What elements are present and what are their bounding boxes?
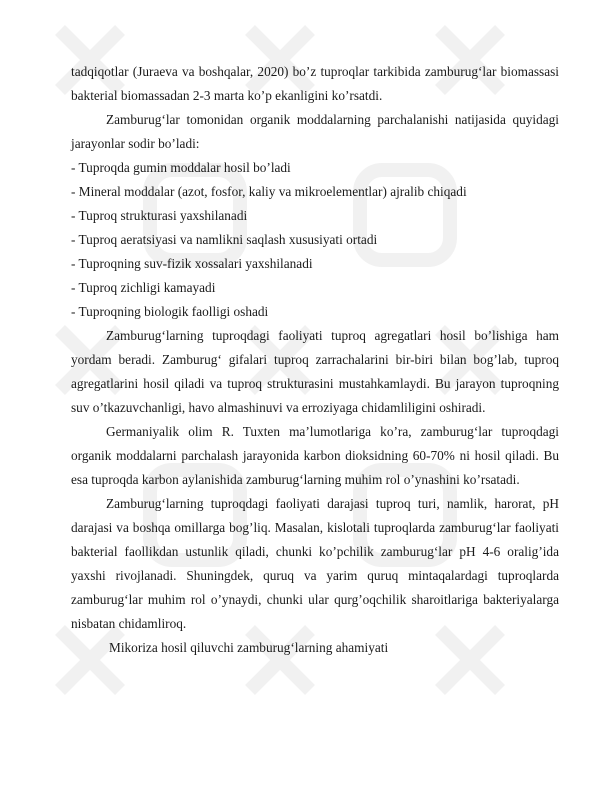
list-item: - Tuproqning suv-fizik xossalari yaxshilanadi: [71, 256, 313, 271]
paragraph-2: Zamburug‘lar tomonidan organik moddalarning parchalanishi natijasida quyidagi jarayonlar sodir bo’ladi:: [71, 112, 559, 151]
paragraph-3: Zamburug‘larning tuproqdagi faoliyati tuproq agregatlari hosil bo’lishiga ham yordam beradi. Zamburug‘ gifalari tuproq zarrachalarini bir-biri bilan bog’lab, tuproq agregatlarini hosil qiladi va tuproq strukturasini mustahkamlaydi. Bu jarayon tuproqning suv o’tkazuvchanligi, havo almashinuvi va erroziyaga chidamliligini oshiradi.: [71, 328, 559, 415]
list-item: - Tuproq aeratsiyasi va namlikni saqlash xususiyati ortadi: [71, 232, 378, 247]
paragraph-1: tadqiqotlar (Juraeva va boshqalar, 2020) bo’z tuproqlar tarkibida zamburug‘lar biomassasi bakterial biomassadan 2-3 marta ko’p ekanligini ko’rsatdi.: [71, 64, 559, 103]
paragraph-4: Germaniyalik olim R. Tuxten ma’lumotlariga ko’ra, zamburug‘lar tuproqdagi organik moddalarni parchalash jarayonida karbon dioksidning 60-70% ni hosil qiladi. Bu esa tuproqda karbon aylanishida zamburug‘larning muhim rol o’ynashini ko’rsatadi.: [71, 424, 559, 487]
document-body: [71, 60, 559, 660]
list-item: - Tuproq zichligi kamayadi: [71, 280, 216, 295]
list-item: - Tuproqning biologik faolligi oshadi: [71, 304, 269, 319]
paragraph-5: Zamburug‘larning tuproqdagi faoliyati darajasi tuproq turi, namlik, harorat, pH darajasi va boshqa omillarga bog’liq. Masalan, kislotali tuproqlarda zamburug‘lar faoliyati bakterial faollikdan ustunlik qiladi, chunki ko’pchilik zamburug‘lar pH 4-6 oralig’ida yaxshi rivojlanadi. Shuningdek, quruq va yarim quruq mintaqalardagi tuproqlarda zamburug‘lar muhim rol o’ynaydi, chunki ular qurg’oqchilik sharoitlariga bakteriyalarga nisbatan chidamliroq.: [71, 496, 559, 631]
process-list: [71, 156, 559, 324]
list-item: - Tuproqda gumin moddalar hosil bo’ladi: [71, 160, 291, 175]
section-heading: Mikoriza hosil qiluvchi zamburug‘larning ahamiyati: [109, 640, 389, 655]
list-item: - Tuproq strukturasi yaxshilanadi: [71, 208, 248, 223]
list-item: - Mineral moddalar (azot, fosfor, kaliy va mikroelementlar) ajralib chiqadi: [71, 184, 467, 199]
